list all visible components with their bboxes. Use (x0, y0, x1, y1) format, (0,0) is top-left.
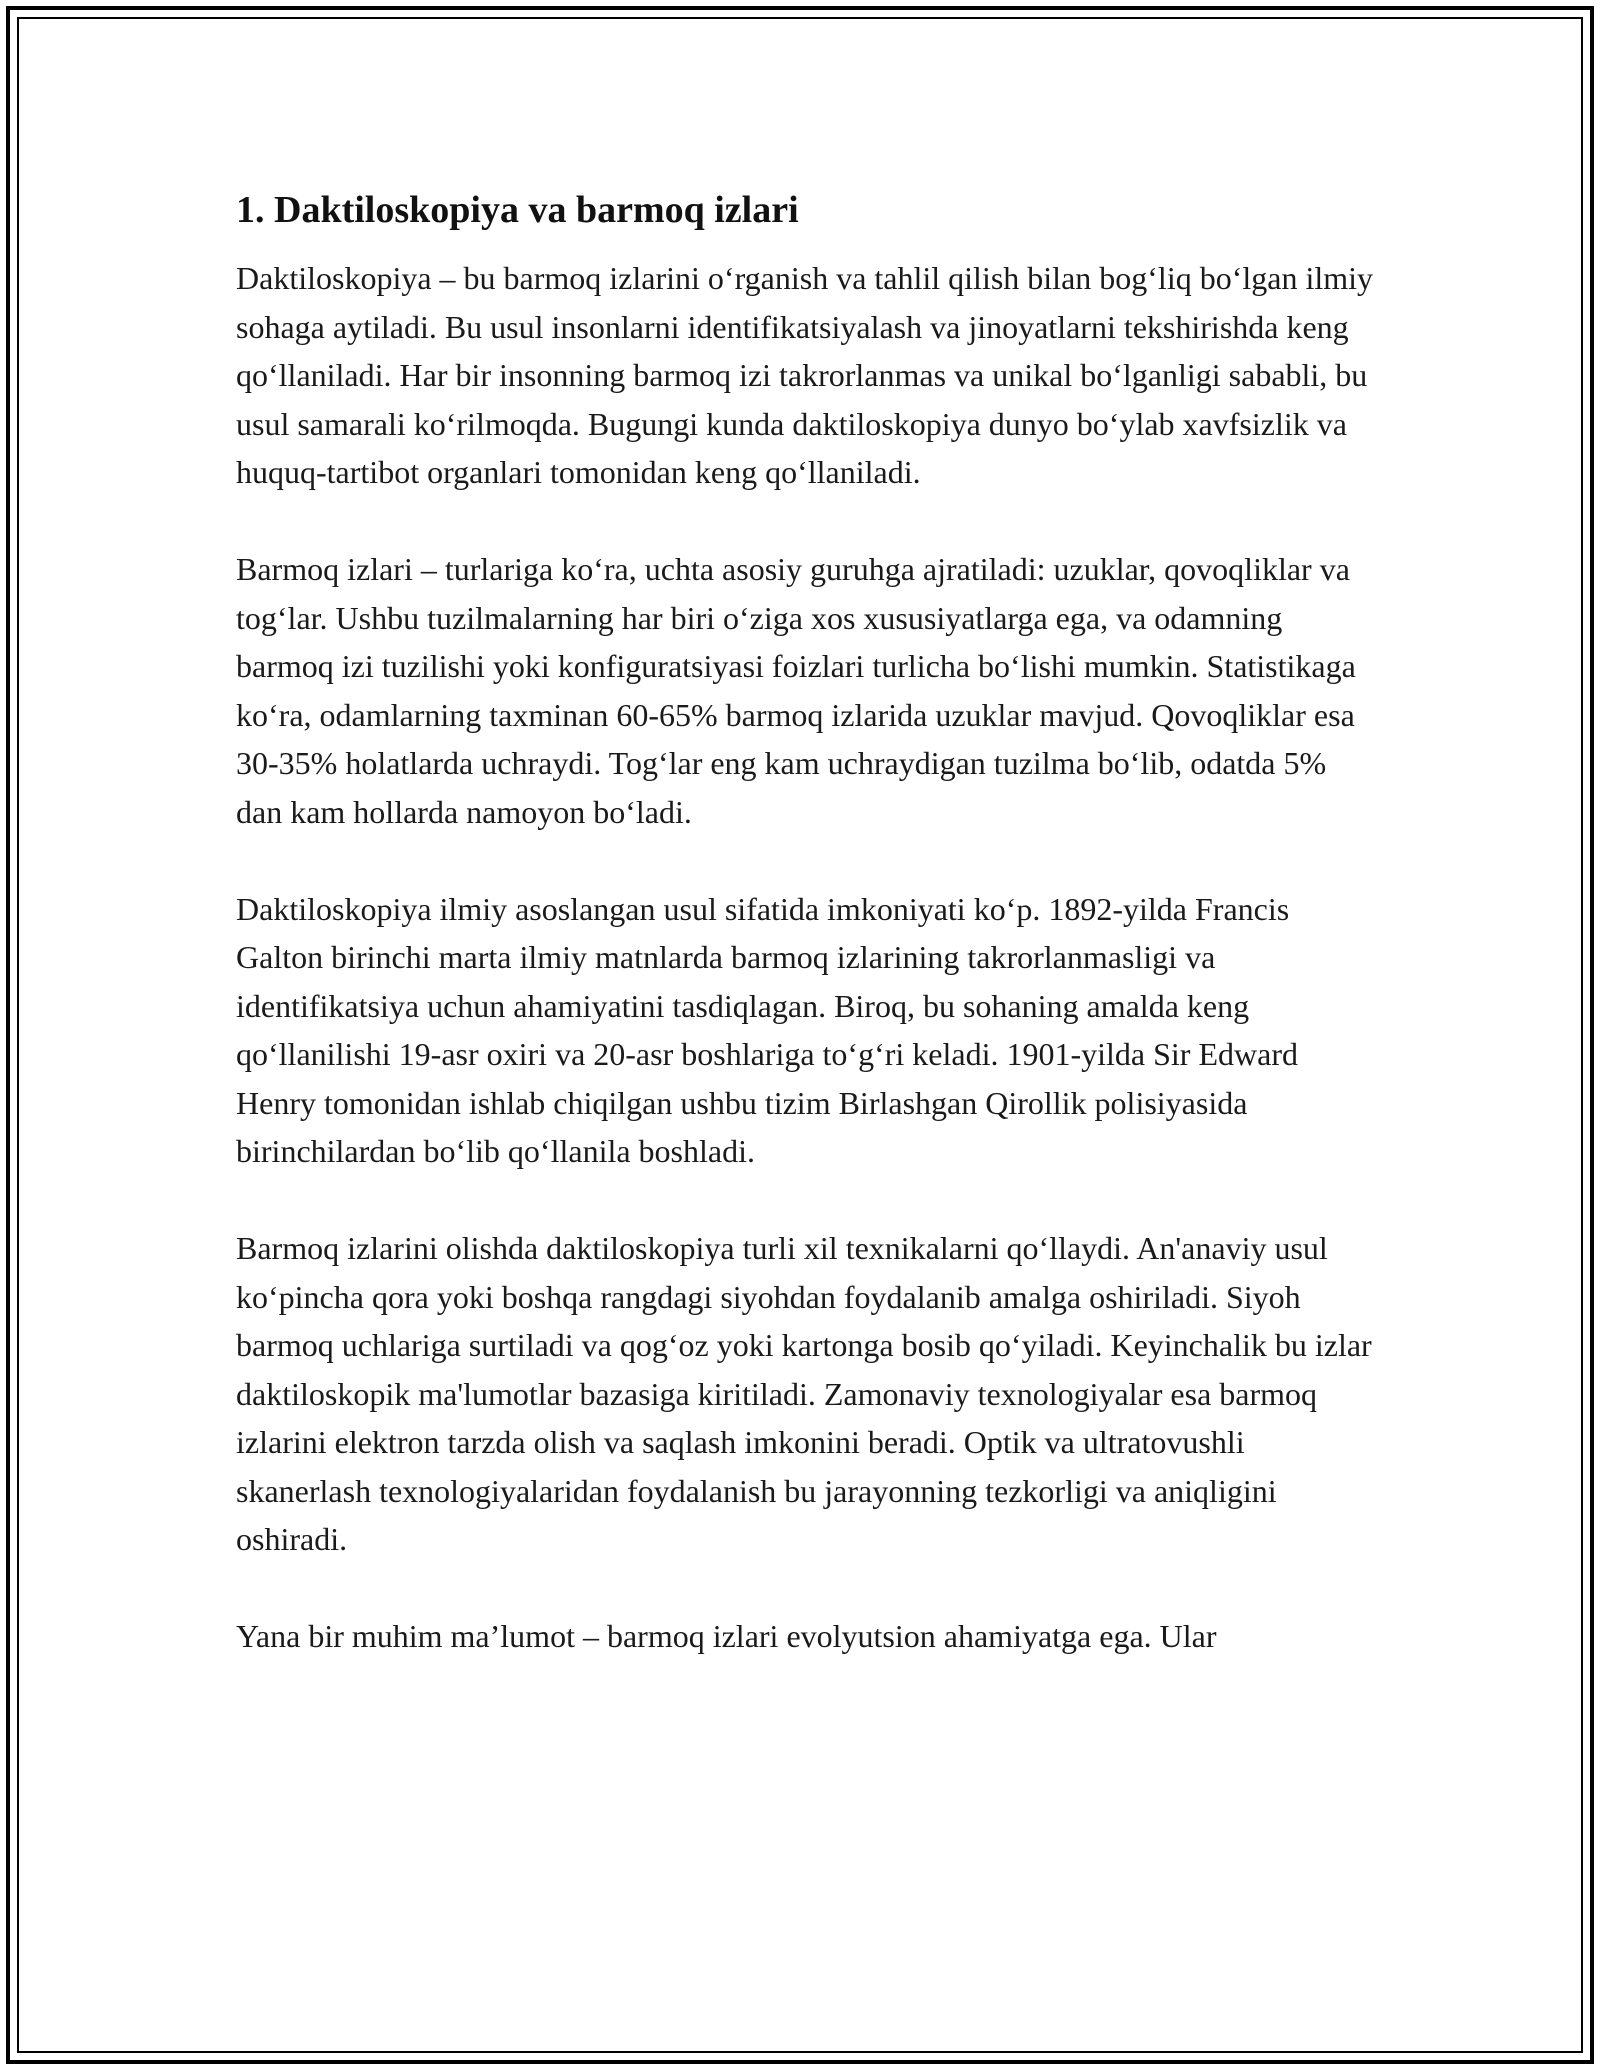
document-body (236, 186, 1376, 1709)
section-heading: 1. Daktiloskopiya va barmoq izlari (236, 189, 799, 231)
paragraph-4: Barmoq izlarini olishda daktiloskopiya turli xil texnikalarni qo‘llaydi. An'anaviy usul ko‘pincha qora yoki boshqa rangdagi siyohdan foydalanib amalga oshiriladi. Siyoh barmoq uchlariga surtiladi va qog‘oz yoki kartonga bosib qo‘yiladi. Keyinchalik bu izlar daktiloskopik ma'lumotlar bazasiga kiritiladi. Zamonaviy texnologiyalar esa barmoq izlarini elektron tarzda olish va saqlash imkonini beradi. Optik va ultratovushli skanerlash texnologiyalaridan foydalanish bu jarayonning tezkorligi va aniqligini oshiradi. (236, 1230, 1372, 1557)
paragraph-2: Barmoq izlari – turlariga ko‘ra, uchta asosiy guruhga ajratiladi: uzuklar, qovoqliklar va tog‘lar. Ushbu tuzilmalarning har biri o‘ziga xos xususiyatlarga ega, va odamning barmoq izi tuzilishi yoki konfiguratsiyasi foizlari turlicha bo‘lishi mumkin. Statistikaga ko‘ra, odamlarning taxminan 60-65% barmoq izlarida uzuklar mavjud. Qovoqliklar esa 30-35% holatlarda uchraydi. Tog‘lar eng kam uchraydigan tuzilma bo‘lib, odatda 5% dan kam hollarda namoyon bo‘ladi. (236, 551, 1356, 830)
paragraph-3: Daktiloskopiya ilmiy asoslangan usul sifatida imkoniyati ko‘p. 1892-yilda Francis Galton birinchi marta ilmiy matnlarda barmoq izlarining takrorlanmasligi va identifikatsiya uchun ahamiyatini tasdiqlagan. Biroq, bu sohaning amalda keng qo‘llanilishi 19-asr oxiri va 20-asr boshlariga to‘g‘ri keladi. 1901-yilda Sir Edward Henry tomonidan ishlab chiqilgan ushbu tizim Birlashgan Qirollik polisiyasida birinchilardan bo‘lib qo‘llanila boshladi. (236, 890, 1298, 1169)
paragraph-1: Daktiloskopiya – bu barmoq izlarini o‘rganish va tahlil qilish bilan bog‘liq bo‘lgan ilmiy sohaga aytiladi. Bu usul insonlarni identifikatsiyalash va jinoyatlarni tekshirishda keng qo‘llaniladi. Har bir insonning barmoq izi takrorlanmas va unikal bo‘lganligi sababli, bu usul samarali ko‘rilmoqda. Bugungi kunda daktiloskopiya dunyo bo‘ylab xavfsizlik va huquq-tartibot organlari tomonidan keng qo‘llaniladi. (236, 260, 1374, 490)
paragraph-5: Yana bir muhim ma’lumot – barmoq izlari evolyutsion ahamiyatga ega. Ular (236, 1618, 1217, 1654)
